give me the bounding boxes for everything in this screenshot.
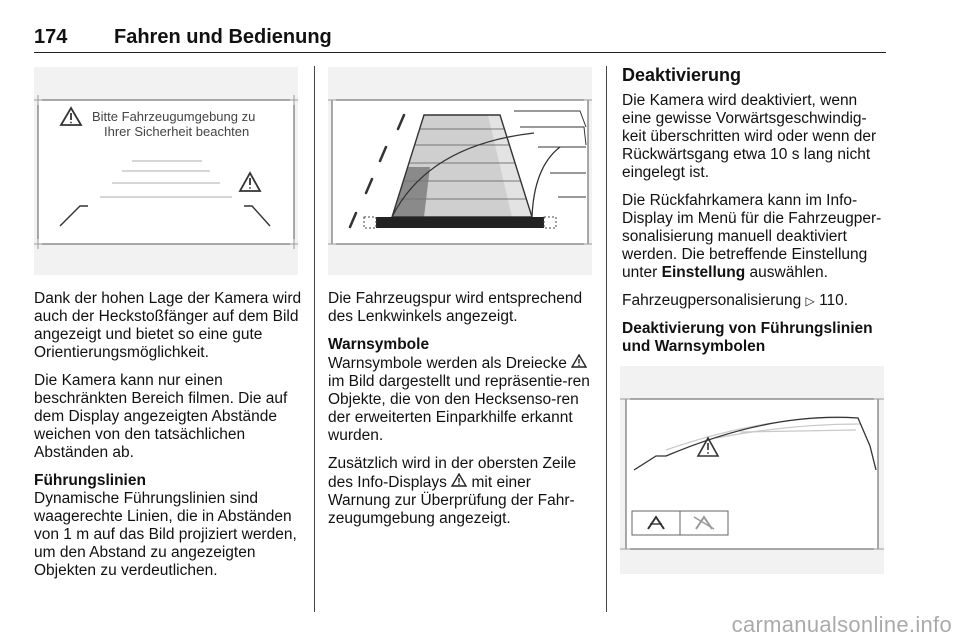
setting-label: Einstellung: [661, 264, 746, 281]
heading-deactivate-guidelines: Deaktivierung von Führungslinien und Warnsymbolen: [622, 320, 873, 355]
heading-deactivation: Deaktivierung: [622, 65, 742, 85]
column-divider-2: [606, 66, 607, 612]
page-reference-arrow-icon: ▷: [805, 294, 815, 308]
guidelines-toggle-buttons: [632, 511, 728, 535]
page-header: [34, 26, 884, 52]
warning-text-line-2: Ihrer Sicherheit beachten: [104, 124, 250, 139]
heading-guidelines: Führungslinien: [34, 472, 146, 489]
header-rule: [34, 52, 886, 53]
paragraph-camera-position: Dank der hohen Lage der Kamera wird auch der Heckstoßfänger auf dem Bild angezeigt und bietet so eine gute Orientierungsmöglichkeit.: [34, 290, 302, 361]
camera-display-figure-1: [34, 67, 298, 275]
column-2-text: [328, 290, 594, 538]
warning-triangle-icon: [571, 354, 587, 368]
page-reference[interactable]: 110.: [819, 292, 849, 309]
paragraph-deactivation-manual: Die Rückfahrkamera kann im Info-Display im Menü für die Fahrzeugper-sonalisierung manuell deaktiviert werden. Die betreffende Einstellung unter Einstellung auswählen.: [622, 192, 882, 281]
watermark: carmanualsonline.info: [731, 612, 952, 637]
paragraph-info-display-warning: Zusätzlich wird in der obersten Zeile des Info-Displays mit einer Warnung zur Überprüfung der Fahr-zeugumgebung angezeigt.: [328, 455, 577, 527]
chapter-title: Fahren und Bedienung: [114, 26, 332, 48]
page-number: 174: [34, 26, 68, 48]
paragraph-guidelines: Dynamische Führungslinien sind waagerechte Linien, die in Abständen von 1 m auf das Bild projiziert werden, um den Abstand zu angezeigten Objekten zu verdeutlichen.: [34, 490, 297, 579]
warning-text-line-1: Bitte Fahrzeugumgebung zu: [92, 109, 256, 124]
camera-guidelines-figure-2: [328, 67, 592, 275]
paragraph-warning-symbols: Warnsymbole werden als Dreiecke im Bild dargestellt und repräsentie-ren Objekte, die von den Hecksenso-ren der erweiterten Einparkhilfe erkannt wurden.: [328, 355, 590, 444]
paragraph-camera-range: Die Kamera kann nur einen beschränkten Bereich filmen. Die auf dem Display angezeigten Abstände weichen von den tatsächlichen Abständen ab.: [34, 372, 288, 461]
heading-warning-symbols: Warnsymbole: [328, 336, 430, 353]
column-3-text: [622, 66, 890, 356]
paragraph-lane: Die Fahrzeugspur wird entsprechend des Lenkwinkels angezeigt.: [328, 290, 583, 325]
column-1-text: [34, 290, 302, 590]
paragraph-deactivation-auto: Die Kamera wird deaktiviert, wenn eine gewisse Vorwärtsgeschwindig-keit überschritten wird oder wenn der Rückwärtsgang etwa 10 s lang nicht eingelegt ist.: [622, 92, 877, 181]
camera-deactivation-figure-3: [620, 366, 884, 574]
column-divider-1: [314, 66, 315, 612]
paragraph-vehicle-personalization: Fahrzeugpersonalisierung ▷ 110.: [622, 292, 849, 309]
warning-triangle-icon: [451, 473, 467, 487]
